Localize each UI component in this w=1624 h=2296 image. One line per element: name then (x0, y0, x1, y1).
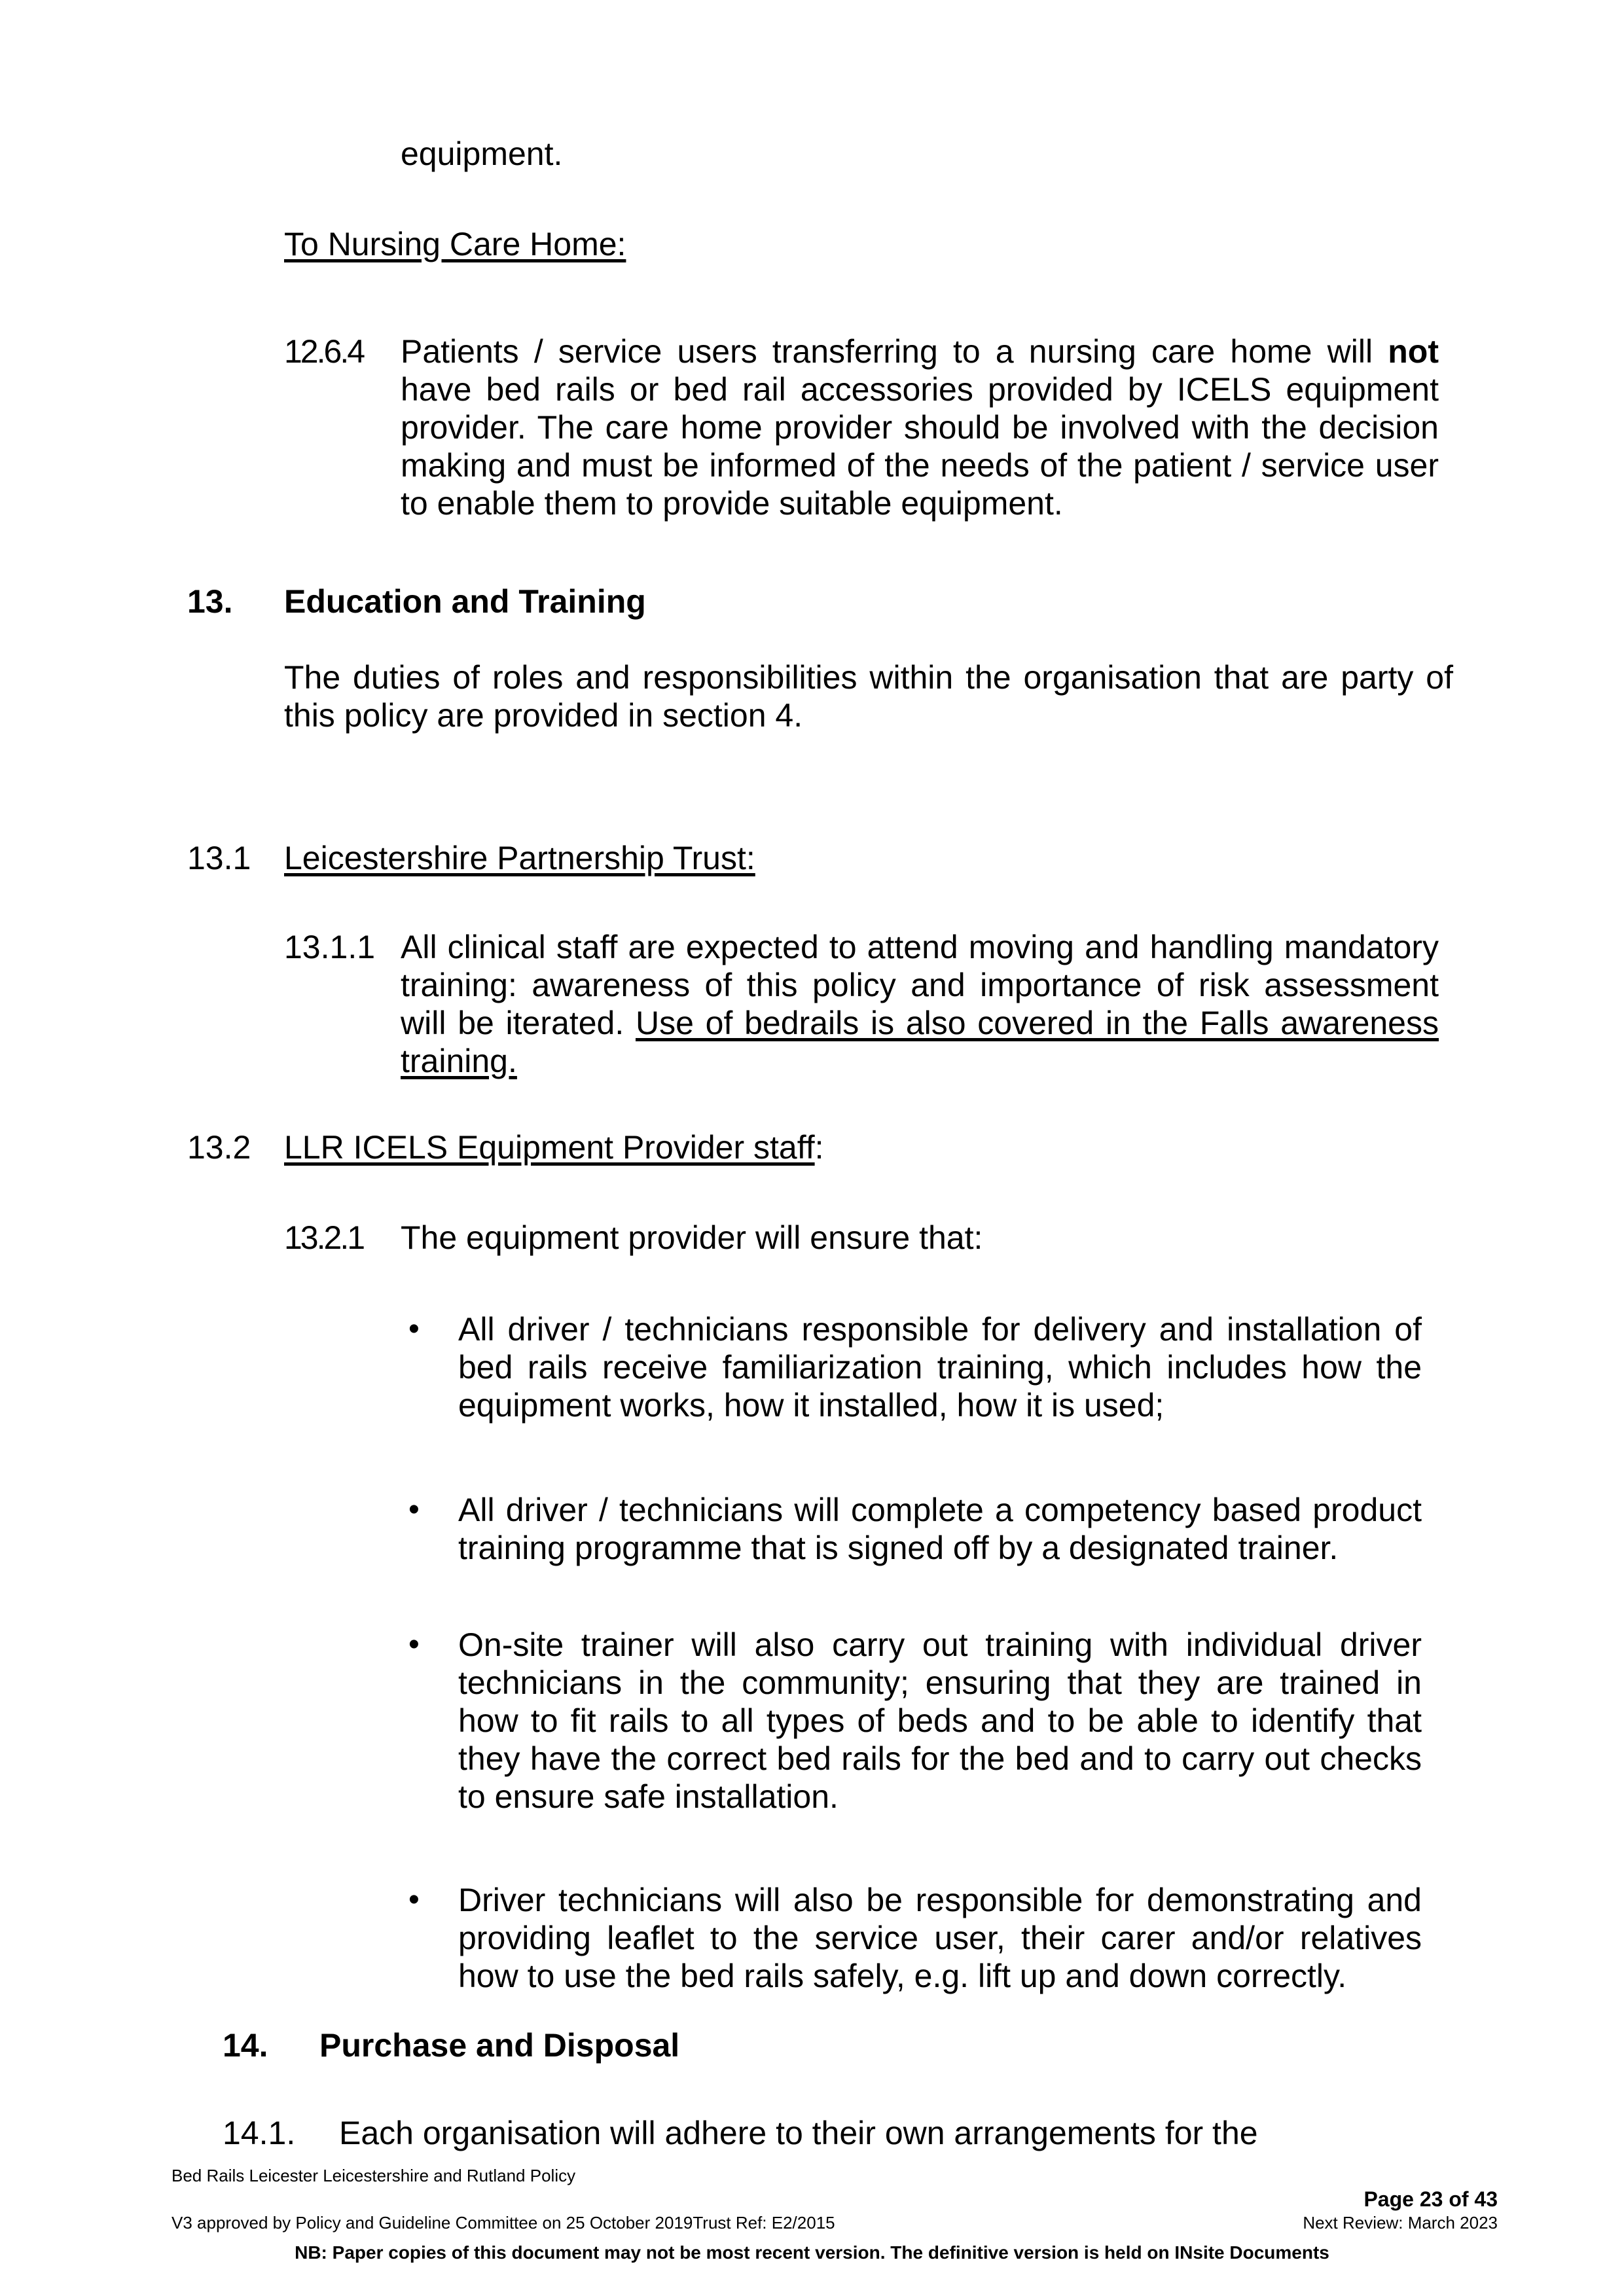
section-13-1-number: 13.1 (187, 840, 251, 876)
section-14-number: 14. (223, 2027, 268, 2064)
section-13-1-heading: Leicestershire Partnership Trust: (284, 840, 755, 876)
footer-disclaimer: NB: Paper copies of this document may not be most recent version. The definitive version is held on INsite Documents (295, 2242, 1329, 2263)
section-13-number: 13. (187, 583, 233, 620)
item-12-6-4-text (401, 332, 1439, 522)
item-12-6-4-text-b: have bed rails or bed rail accessories provided by ICELS equipment provider. The care home provider should be involved with the decision making and must be informed of the needs of the patient / service user to enable them to provide suitable equipment. (401, 371, 1439, 522)
bullet-dot-1: • (408, 1312, 420, 1346)
footer-approval: V3 approved by Policy and Guideline Committee on 25 October 2019Trust Ref: E2/2015 (171, 2213, 835, 2233)
item-number-12-6-4: 12.6.4 (284, 333, 364, 370)
section-13-2-colon: : (814, 1129, 824, 1166)
bullet-text-2: All driver / technicians will complete a competency based product training programme that is signed off by a designated trainer. (458, 1492, 1422, 1566)
bullet-text-1: All driver / technicians responsible for delivery and installation of bed rails receive familiarization training, which includes how the equipment works, how it installed, how it is used; (458, 1311, 1422, 1424)
section-14-title: Purchase and Disposal (319, 2027, 680, 2064)
footer-policy-name: Bed Rails Leicester Leicestershire and Rutland Policy (171, 2166, 576, 2185)
section-14-1-text: Each organisation will adhere to their own arrangements for the (339, 2115, 1258, 2151)
item-12-6-4-bold: not (1388, 333, 1439, 370)
item-number-13-1-1: 13.1.1 (284, 929, 376, 965)
bullet-text-3: On-site trainer will also carry out training with individual driver technicians in the community; ensuring that they are trained in how to fit rails to all types of beds and to be able to identify that they have the correct bed rails for the bed and to carry out checks to ensure safe installation. (458, 1626, 1422, 1815)
section-13-title: Education and Training (284, 583, 646, 620)
section-13-2-number: 13.2 (187, 1129, 251, 1166)
section-13-2-heading: LLR ICELS Equipment Provider staff (284, 1129, 815, 1166)
section-13-2-heading-wrap (284, 1128, 824, 1166)
item-12-6-4-text-a: Patients / service users transferring to a nursing care home will (401, 333, 1388, 370)
item-13-1-1-underlined: Use of bedrails is also covered in the Falls awareness training. (401, 1005, 1439, 1079)
section-13-intro: The duties of roles and responsibilities within the organisation that are party of this policy are provided in section 4. (284, 659, 1453, 734)
item-13-1-1-text (401, 928, 1439, 1080)
item-13-2-1-text: The equipment provider will ensure that: (401, 1219, 983, 1256)
bullet-dot-4: • (408, 1882, 420, 1917)
nursing-home-heading: To Nursing Care Home: (284, 226, 626, 262)
bullet-dot-3: • (408, 1627, 420, 1662)
section-14-1-number: 14.1. (223, 2115, 296, 2151)
continuation-text: equipment. (401, 135, 563, 172)
footer-next-review: Next Review: March 2023 (1303, 2213, 1498, 2233)
bullet-text-4: Driver technicians will also be responsible for demonstrating and providing leaflet to the service user, their carer and/or relatives how to use the bed rails safely, e.g. lift up and down correctly. (458, 1882, 1422, 1994)
item-13-1-1-text-a: All clinical staff are expected to attend moving and handling mandatory training: awareness of this policy and importance of risk assessment will be iterated. (401, 929, 1439, 1041)
footer-page-number: Page 23 of 43 (1363, 2187, 1498, 2211)
bullet-dot-2: • (408, 1492, 420, 1527)
item-number-13-2-1: 13.2.1 (284, 1219, 364, 1256)
